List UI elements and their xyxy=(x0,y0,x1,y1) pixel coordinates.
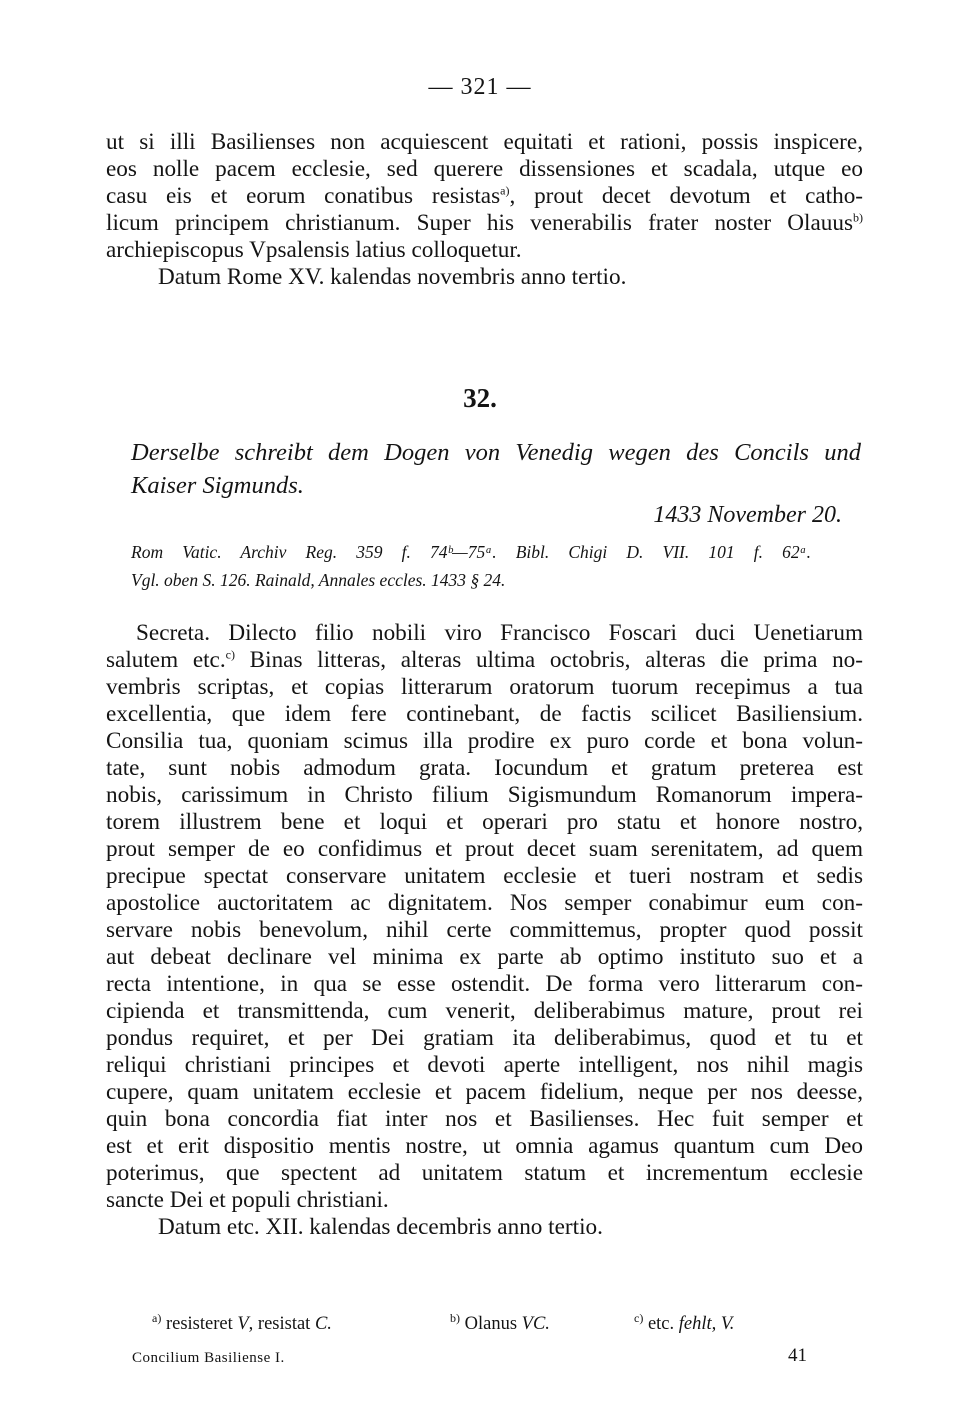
text-line: prout semper de eo confidimus et prout decet suam serenitatem, ad quem xyxy=(106,836,863,862)
footnote-text: , resistat xyxy=(248,1314,315,1334)
footnote-mark: c) xyxy=(634,1310,644,1325)
text-fragment: licum principem christianum. Super his venerabilis frater noster Olauus xyxy=(106,210,853,236)
text-line: eos nolle pacem ecclesie, sed querere dissensiones et scadala, utque eo xyxy=(106,156,863,182)
top-paragraph xyxy=(106,129,863,291)
footnote-siglum: C. xyxy=(314,1314,332,1334)
text-line xyxy=(106,183,863,210)
text-line: archiepiscopus Vpsalensis latius colloquetur. xyxy=(106,237,522,263)
footnote-text: Olanus xyxy=(460,1314,522,1334)
text-line: apostolice auctoritatem ac dignitatem. Nos semper conabimur eum con- xyxy=(106,890,863,916)
text-line: quin bona concordia fiat inter nos et Basilienses. Hec fuit semper et xyxy=(106,1106,863,1132)
text-line: est et erit dispositio mentis nostre, ut omnia agamus quantum cum Deo xyxy=(106,1133,863,1159)
text-fragment: , prout decet devotum et catho- xyxy=(509,183,864,209)
source-reference: Vgl. oben S. 126. Rainald, Annales eccles. 1433 § 24. xyxy=(131,570,506,590)
text-line: reliqui christiani principes et devoti aperte intelligent, nos nihil magis xyxy=(106,1052,863,1078)
text-line xyxy=(106,647,863,674)
footnote-siglum: V xyxy=(237,1314,249,1334)
footnote-text: etc. xyxy=(643,1314,679,1334)
body-paragraph xyxy=(106,620,863,1241)
source-reference: Rom Vatic. Archiv Reg. 359 f. 74ᵇ—75ᵃ. Bibl. Chigi D. VII. 101 f. 62ᵃ. xyxy=(131,542,811,562)
text-line: nobis, carissimum in Christo filium Sigismundum Romanorum impera- xyxy=(106,782,863,808)
heading-line: Kaiser Sigmunds. xyxy=(131,472,304,499)
text-fragment: salutem etc. xyxy=(106,647,226,673)
footnote-mark: a) xyxy=(152,1310,162,1325)
footnote-text: resisteret xyxy=(161,1314,238,1334)
signature-number: 41 xyxy=(788,1345,807,1366)
text-line: Secreta. Dilecto filio nobili viro Francisco Foscari duci Uenetiarum xyxy=(136,620,863,646)
text-line: recta intentione, in qua se esse ostendit. De forma vero litterarum con- xyxy=(106,971,863,997)
closing-line: Datum Rome XV. kalendas novembris anno tertio. xyxy=(158,264,627,290)
document-date: 1433 November 20. xyxy=(653,502,842,528)
text-line: torem illustrem bene et loqui et operari pro statu et honore nostro, xyxy=(106,809,863,835)
text-line xyxy=(106,210,863,237)
footnote-marker-c: c) xyxy=(225,647,235,662)
footnote-siglum: fehlt, V. xyxy=(678,1314,735,1334)
text-line: cupere, quam unitatem ecclesie et pacem fidelium, neque per nos deesse, xyxy=(106,1079,863,1105)
text-fragment: Binas litteras, alteras ultima octobris, alteras die prima no- xyxy=(234,647,863,673)
footnote-siglum: VC. xyxy=(521,1314,550,1334)
text-line: cipienda et transmittenda, cum venerit, deliberabimus mature, prout rei xyxy=(106,998,863,1024)
footnote-marker-a: a) xyxy=(500,183,510,198)
footnote-b xyxy=(450,1310,550,1335)
text-line: excellentia, que idem fere continebant, de factis scilicet Basiliensium. xyxy=(106,701,863,727)
text-line: aut debeat declinare vel minima ex parte ab optimo instituto suo et a xyxy=(106,944,863,970)
document-heading xyxy=(131,436,861,502)
closing-line: Datum etc. XII. kalendas decembris anno tertio. xyxy=(158,1214,603,1240)
text-line: sancte Dei et populi christiani. xyxy=(106,1187,389,1213)
page-number: — 321 — xyxy=(428,74,532,100)
footnote-a xyxy=(152,1310,332,1335)
printer-signature: Concilium Basiliense I. xyxy=(132,1350,285,1366)
text-line: servare nobis benevolum, nihil certe committemus, propter quod possit xyxy=(106,917,863,943)
text-fragment: casu eis et eorum conatibus resistas xyxy=(106,183,501,209)
footnote-marker-b: b) xyxy=(853,210,863,225)
footnote-c xyxy=(634,1310,735,1335)
text-line: Consilia tua, quoniam scimus illa prodire ex puro corde et bona volun- xyxy=(106,728,863,754)
heading-line: Derselbe schreibt dem Dogen von Venedig wegen des Concils und xyxy=(131,439,861,466)
text-line: ut si illi Basilienses non acquiescent equitati et rationi, possis inspicere, xyxy=(106,129,863,155)
text-line: pondus requiret, et per Dei gratiam ita deliberabimus, quod et tu et xyxy=(106,1025,863,1051)
footnotes xyxy=(152,1310,782,1340)
text-line: vembris scriptas, et copias litterarum oratorum tuorum recepimus a tua xyxy=(106,674,863,700)
footnote-mark: b) xyxy=(450,1310,460,1325)
text-line: poterimus, que spectent ad unitatem statum et incrementum ecclesie xyxy=(106,1160,863,1186)
text-line: tate, sunt nobis admodum grata. Iocundum et gratum preterea est xyxy=(106,755,863,781)
document-number: 32. xyxy=(463,383,497,413)
text-line: precipue spectat conservare unitatem ecclesie et tueri nostram et sedis xyxy=(106,863,863,889)
